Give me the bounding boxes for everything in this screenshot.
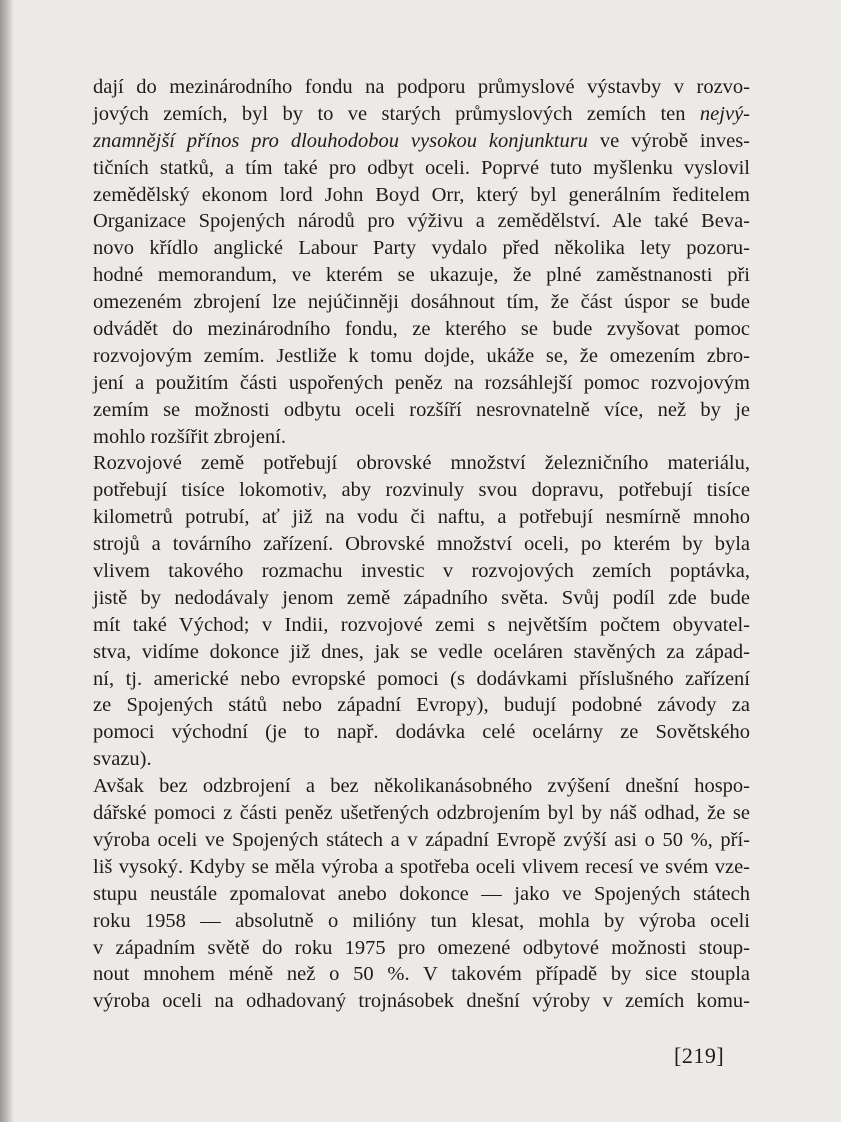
text-line: [93, 692, 750, 719]
text-segment: potřebují tisíce lokomotiv, aby rozvinuly svou dopravu, potřebují tisíce: [93, 479, 750, 502]
text-segment: hodné memorandum, ve kterém se ukazuje, že plné zaměstnanosti při: [93, 264, 750, 287]
text-segment: výroba oceli ve Spojených státech a v západní Evropě zvýší asi o 50 %, pří-: [93, 828, 750, 851]
text-line: [93, 316, 750, 343]
text-segment: jistě by nedodávaly jenom země západního světa. Svůj podíl zde bude: [93, 586, 750, 609]
text-line: [93, 289, 750, 316]
text-line: [93, 908, 750, 935]
text-segment: ve výrobě inves-: [587, 129, 751, 152]
text-line: [93, 719, 750, 746]
text-line: [93, 101, 750, 128]
text-line: [93, 666, 750, 693]
text-segment: Avšak bez odzbrojení a bez několikanásobného zvýšení dnešní hospo-: [93, 775, 750, 798]
text-line: [93, 370, 750, 397]
text-segment: nout mnohem méně než o 50 %. V takovém případě by sice stoupla: [93, 963, 750, 986]
text-segment: jových zemích, byl by to ve starých průmyslových zemích ten: [93, 102, 700, 125]
text-segment: mohlo rozšířit zbrojení.: [93, 425, 286, 448]
text-line: [93, 155, 750, 182]
text-segment: strojů a továrního zařízení. Obrovské množství oceli, po kterém by byla: [93, 533, 750, 556]
text-segment: pomoci východní (je to např. dodávka celé ocelárny ze Sovětského: [93, 721, 750, 744]
text-line: [93, 424, 750, 451]
text-line: [93, 612, 750, 639]
italic-emphasis: nejvý-: [699, 102, 750, 125]
page-gutter-shadow: [0, 0, 14, 1122]
text-line: [93, 827, 750, 854]
page-body-text: [93, 74, 750, 1015]
text-line: [93, 128, 750, 155]
text-segment: mít také Východ; v Indii, rozvojové zemi s největším počtem obyvatel-: [93, 613, 750, 636]
text-line: [93, 585, 750, 612]
text-segment: stupu neustále zpomalovat anebo dokonce — jako ve Spojených státech: [93, 882, 750, 905]
text-segment: novo křídlo anglické Labour Party vydalo před několika lety pozoru-: [93, 237, 750, 260]
text-line: [93, 988, 750, 1015]
text-segment: Organizace Spojených národů pro výživu a zemědělství. Ale také Beva-: [93, 210, 750, 233]
text-line: [93, 746, 750, 773]
text-line: [93, 208, 750, 235]
text-line: [93, 531, 750, 558]
text-segment: ní, tj. americké nebo evropské pomoci (s dodávkami příslušného zařízení: [93, 667, 750, 690]
page-number: [219]: [674, 1043, 725, 1068]
text-segment: svazu).: [93, 748, 152, 771]
text-segment: zemědělský ekonom lord John Boyd Orr, který byl generálním ředitelem: [93, 183, 750, 206]
text-segment: Rozvojové země potřebují obrovské množství železničního materiálu,: [93, 452, 750, 475]
text-line: [93, 397, 750, 424]
text-line: [93, 773, 750, 800]
text-segment: odvádět do mezinárodního fondu, ze kterého se bude zvyšovat pomoc: [93, 318, 750, 341]
text-segment: roku 1958 — absolutně o milióny tun klesat, mohla by výroba oceli: [93, 909, 750, 932]
text-segment: stva, vidíme dokonce již dnes, jak se vedle oceláren stavěných za západ-: [93, 640, 750, 663]
text-segment: jení a použitím části uspořených peněz na rozsáhlejší pomoc rozvojovým: [93, 371, 750, 394]
text-line: [93, 235, 750, 262]
text-line: [93, 854, 750, 881]
text-line: [93, 182, 750, 209]
text-segment: zemím se možnosti odbytu oceli rozšíří nesrovnatelně více, než by je: [93, 398, 750, 421]
text-segment: výroba oceli na odhadovaný trojnásobek dnešní výroby v zemích komu-: [93, 990, 750, 1013]
text-segment: dají do mezinárodního fondu na podporu průmyslové výstavby v rozvo-: [93, 76, 750, 98]
text-line: [93, 450, 750, 477]
text-segment: kilometrů potrubí, ať již na vodu či naftu, a potřebují nesmírně mnoho: [93, 506, 750, 529]
text-segment: tičních statků, a tím také pro odbyt oceli. Poprvé tuto myšlenku vyslovil: [93, 156, 750, 179]
text-segment: v západním světě do roku 1975 pro omezené odbytové možnosti stoup-: [93, 936, 750, 959]
text-segment: vlivem takového rozmachu investic v rozvojových zemích poptávka,: [93, 560, 750, 583]
text-line: [93, 558, 750, 585]
text-line: [93, 504, 750, 531]
text-line: [93, 639, 750, 666]
text-line: [93, 800, 750, 827]
text-segment: rozvojovým zemím. Jestliže k tomu dojde, ukáže se, že omezením zbro-: [93, 344, 750, 367]
text-segment: dářské pomoci z části peněz ušetřených odzbrojením byl by náš odhad, že se: [93, 802, 750, 825]
text-segment: liš vysoký. Kdyby se měla výroba a spotřeba oceli vlivem recesí ve svém vze-: [93, 855, 750, 878]
text-segment: ze Spojených států nebo západní Evropy), budují podobné závody za: [93, 694, 750, 717]
text-line: [93, 935, 750, 962]
text-line: [93, 74, 750, 101]
text-segment: omezeném zbrojení lze nejúčinněji dosáhnout tím, že část úspor se bude: [93, 291, 750, 314]
text-line: [93, 881, 750, 908]
text-line: [93, 343, 750, 370]
text-line: [93, 961, 750, 988]
text-line: [93, 477, 750, 504]
text-line: [93, 262, 750, 289]
italic-emphasis: znamnější přínos pro dlouhodobou vysokou konjunkturu: [93, 129, 588, 152]
